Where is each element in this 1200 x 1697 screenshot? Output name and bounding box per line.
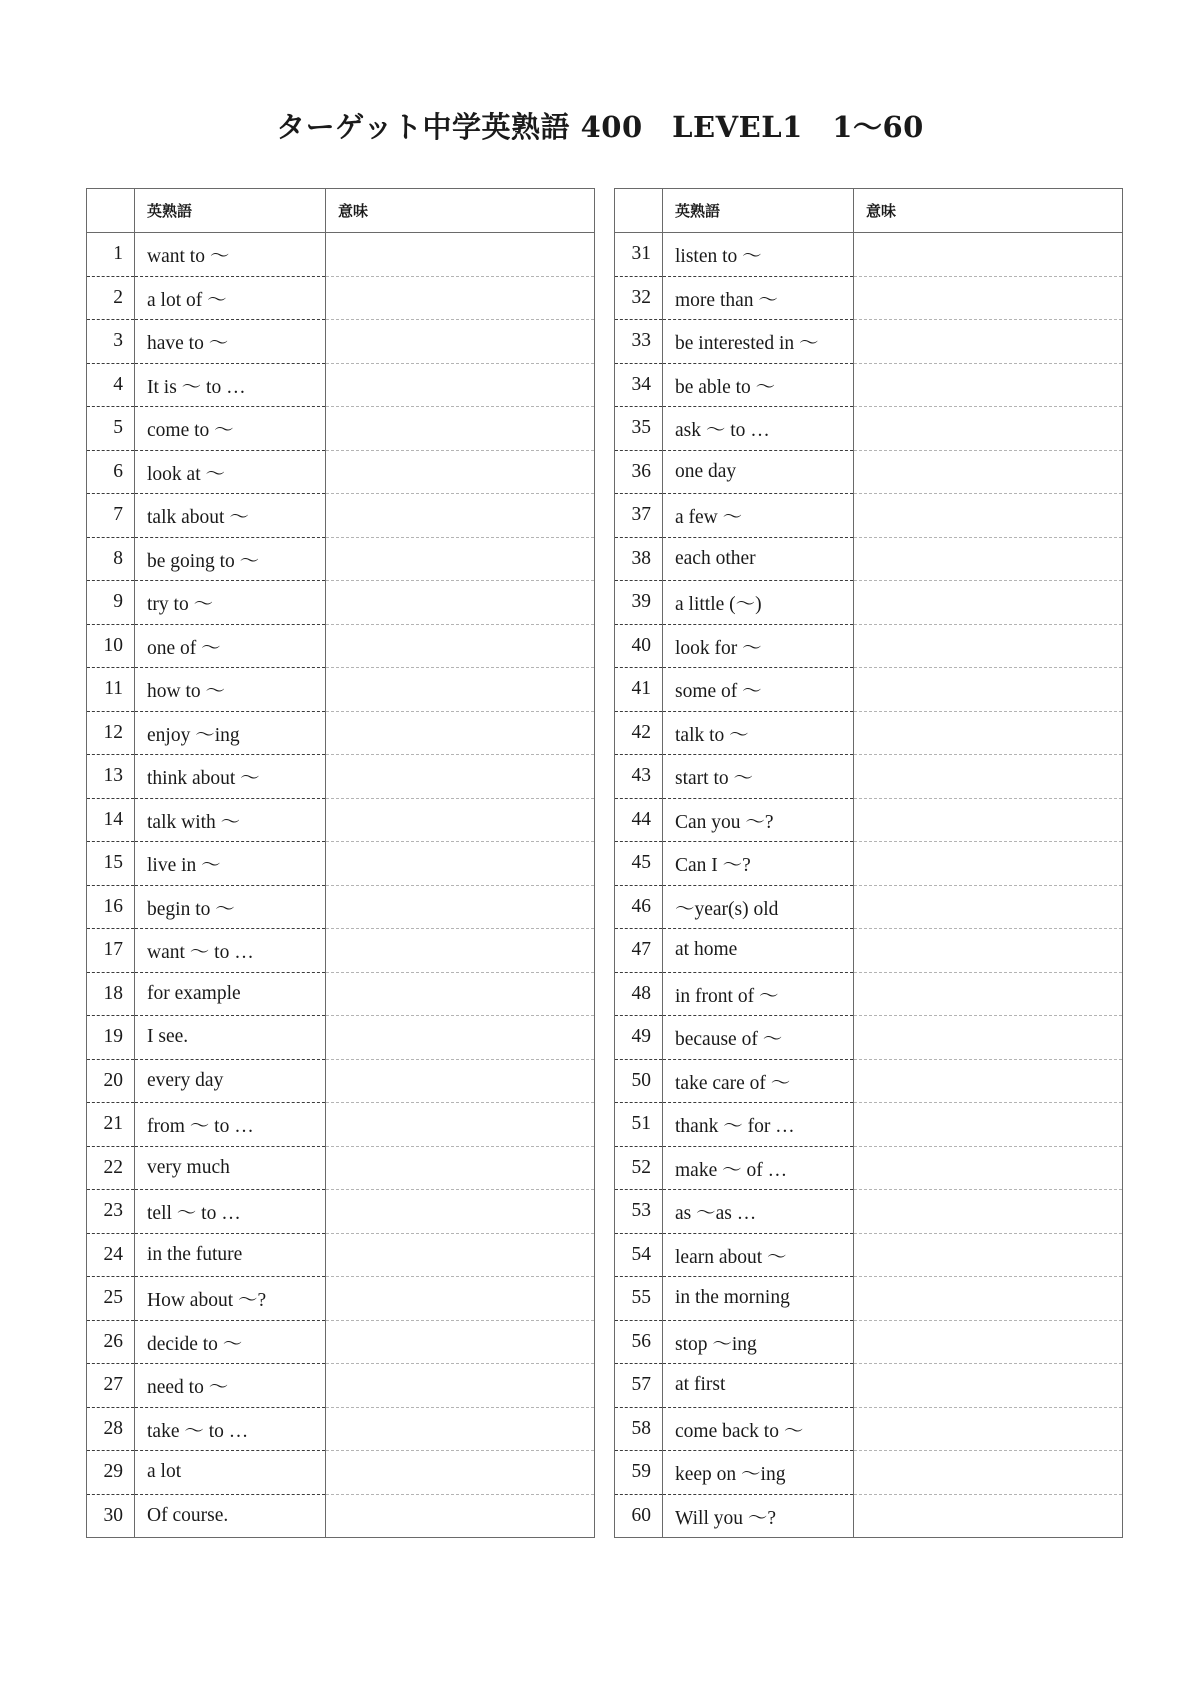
table-row bbox=[615, 668, 1123, 712]
phrase-cell: begin to ～ bbox=[135, 885, 326, 929]
table-row bbox=[87, 755, 595, 799]
table-row bbox=[615, 537, 1123, 581]
table-row bbox=[87, 668, 595, 712]
row-number: 14 bbox=[87, 798, 135, 842]
meaning-cell[interactable] bbox=[854, 276, 1123, 320]
row-number: 35 bbox=[615, 407, 663, 451]
meaning-cell[interactable] bbox=[326, 929, 595, 973]
phrase-cell: be interested in ～ bbox=[663, 320, 854, 364]
row-number: 24 bbox=[87, 1233, 135, 1277]
phrase-cell: come to ～ bbox=[135, 407, 326, 451]
meaning-cell[interactable] bbox=[326, 1190, 595, 1234]
phrase-cell: want to ～ bbox=[135, 233, 326, 277]
table-row bbox=[615, 276, 1123, 320]
phrase-cell: ask ～ to … bbox=[663, 407, 854, 451]
table-row bbox=[87, 1233, 595, 1277]
table-row bbox=[615, 494, 1123, 538]
meaning-cell[interactable] bbox=[326, 1059, 595, 1103]
row-number: 17 bbox=[87, 929, 135, 973]
meaning-cell[interactable] bbox=[854, 1016, 1123, 1060]
phrase-cell: listen to ～ bbox=[663, 233, 854, 277]
phrase-cell: one day bbox=[663, 450, 854, 494]
phrase-cell: How about ～? bbox=[135, 1277, 326, 1321]
phrase-cell: make ～ of … bbox=[663, 1146, 854, 1190]
table-row bbox=[615, 1407, 1123, 1451]
phrase-cell: tell ～ to … bbox=[135, 1190, 326, 1234]
meaning-cell[interactable] bbox=[854, 972, 1123, 1016]
meaning-cell[interactable] bbox=[326, 798, 595, 842]
meaning-cell[interactable] bbox=[326, 668, 595, 712]
row-number: 49 bbox=[615, 1016, 663, 1060]
phrase-cell: thank ～ for … bbox=[663, 1103, 854, 1147]
meaning-column-header: 意味 bbox=[854, 189, 1123, 233]
row-number: 21 bbox=[87, 1103, 135, 1147]
row-number: 16 bbox=[87, 885, 135, 929]
meaning-cell[interactable] bbox=[326, 1233, 595, 1277]
phrase-cell: some of ～ bbox=[663, 668, 854, 712]
meaning-cell[interactable] bbox=[854, 1451, 1123, 1495]
phrase-cell: learn about ～ bbox=[663, 1233, 854, 1277]
row-number: 36 bbox=[615, 450, 663, 494]
meaning-cell[interactable] bbox=[326, 581, 595, 625]
meaning-cell[interactable] bbox=[854, 494, 1123, 538]
row-number: 32 bbox=[615, 276, 663, 320]
row-number: 18 bbox=[87, 972, 135, 1016]
row-number: 31 bbox=[615, 233, 663, 277]
phrase-cell: in front of ～ bbox=[663, 972, 854, 1016]
vocab-table-left bbox=[86, 188, 595, 1538]
phrase-cell: ～year(s) old bbox=[663, 885, 854, 929]
table-row bbox=[87, 1146, 595, 1190]
meaning-cell[interactable] bbox=[326, 1320, 595, 1364]
row-number: 41 bbox=[615, 668, 663, 712]
meaning-cell[interactable] bbox=[326, 1146, 595, 1190]
meaning-cell[interactable] bbox=[854, 668, 1123, 712]
header-row bbox=[615, 189, 1123, 233]
table-row bbox=[615, 407, 1123, 451]
table-row bbox=[615, 320, 1123, 364]
phrase-cell: need to ～ bbox=[135, 1364, 326, 1408]
row-number: 19 bbox=[87, 1016, 135, 1060]
meaning-cell[interactable] bbox=[854, 233, 1123, 277]
meaning-cell[interactable] bbox=[854, 755, 1123, 799]
phrase-cell: It is ～ to … bbox=[135, 363, 326, 407]
row-number: 39 bbox=[615, 581, 663, 625]
table-row bbox=[615, 1494, 1123, 1538]
table-row bbox=[615, 929, 1123, 973]
phrase-cell: try to ～ bbox=[135, 581, 326, 625]
phrase-cell: be going to ～ bbox=[135, 537, 326, 581]
table-row bbox=[87, 1277, 595, 1321]
phrase-cell: look at ～ bbox=[135, 450, 326, 494]
meaning-cell[interactable] bbox=[326, 624, 595, 668]
phrase-cell: every day bbox=[135, 1059, 326, 1103]
meaning-cell[interactable] bbox=[326, 972, 595, 1016]
phrase-cell: take care of ～ bbox=[663, 1059, 854, 1103]
meaning-cell[interactable] bbox=[854, 1277, 1123, 1321]
table-row bbox=[615, 624, 1123, 668]
phrase-cell: have to ～ bbox=[135, 320, 326, 364]
meaning-cell[interactable] bbox=[854, 1494, 1123, 1538]
meaning-cell[interactable] bbox=[854, 885, 1123, 929]
table-row bbox=[615, 1451, 1123, 1495]
phrase-cell: Of course. bbox=[135, 1494, 326, 1538]
table-row bbox=[615, 842, 1123, 886]
meaning-cell[interactable] bbox=[854, 1146, 1123, 1190]
row-number: 51 bbox=[615, 1103, 663, 1147]
row-number: 2 bbox=[87, 276, 135, 320]
phrase-cell: for example bbox=[135, 972, 326, 1016]
row-number: 56 bbox=[615, 1320, 663, 1364]
phrase-cell: live in ～ bbox=[135, 842, 326, 886]
row-number: 13 bbox=[87, 755, 135, 799]
table-row bbox=[87, 1059, 595, 1103]
phrase-cell: a lot bbox=[135, 1451, 326, 1495]
table-row bbox=[615, 450, 1123, 494]
table-row bbox=[87, 1494, 595, 1538]
meaning-cell[interactable] bbox=[326, 1407, 595, 1451]
meaning-cell[interactable] bbox=[326, 1103, 595, 1147]
table-row bbox=[615, 798, 1123, 842]
phrase-cell: talk to ～ bbox=[663, 711, 854, 755]
phrase-cell: stop ～ing bbox=[663, 1320, 854, 1364]
phrase-cell: as ～as … bbox=[663, 1190, 854, 1234]
meaning-cell[interactable] bbox=[854, 1364, 1123, 1408]
meaning-cell[interactable] bbox=[326, 494, 595, 538]
row-number: 45 bbox=[615, 842, 663, 886]
meaning-cell[interactable] bbox=[326, 1277, 595, 1321]
row-number: 46 bbox=[615, 885, 663, 929]
meaning-cell[interactable] bbox=[854, 711, 1123, 755]
phrase-cell: I see. bbox=[135, 1016, 326, 1060]
phrase-cell: look for ～ bbox=[663, 624, 854, 668]
table-row bbox=[615, 1016, 1123, 1060]
table-row bbox=[615, 1059, 1123, 1103]
phrase-cell: at home bbox=[663, 929, 854, 973]
row-number: 43 bbox=[615, 755, 663, 799]
row-number: 12 bbox=[87, 711, 135, 755]
meaning-cell[interactable] bbox=[326, 407, 595, 451]
row-number: 28 bbox=[87, 1407, 135, 1451]
phrase-cell: Can I ～? bbox=[663, 842, 854, 886]
phrase-cell: from ～ to … bbox=[135, 1103, 326, 1147]
meaning-cell[interactable] bbox=[854, 1103, 1123, 1147]
table-row bbox=[615, 1233, 1123, 1277]
meaning-cell[interactable] bbox=[326, 1451, 595, 1495]
table-row bbox=[87, 363, 595, 407]
phrase-cell: decide to ～ bbox=[135, 1320, 326, 1364]
row-number: 59 bbox=[615, 1451, 663, 1495]
row-number: 50 bbox=[615, 1059, 663, 1103]
meaning-cell[interactable] bbox=[854, 842, 1123, 886]
row-number: 55 bbox=[615, 1277, 663, 1321]
meaning-cell[interactable] bbox=[854, 1233, 1123, 1277]
phrase-cell: a lot of ～ bbox=[135, 276, 326, 320]
row-number: 37 bbox=[615, 494, 663, 538]
meaning-cell[interactable] bbox=[854, 624, 1123, 668]
meaning-cell[interactable] bbox=[854, 407, 1123, 451]
table-row bbox=[87, 1320, 595, 1364]
row-number: 27 bbox=[87, 1364, 135, 1408]
row-number: 10 bbox=[87, 624, 135, 668]
row-number: 58 bbox=[615, 1407, 663, 1451]
table-row bbox=[87, 929, 595, 973]
row-number: 57 bbox=[615, 1364, 663, 1408]
phrase-cell: in the future bbox=[135, 1233, 326, 1277]
meaning-cell[interactable] bbox=[854, 450, 1123, 494]
table-row bbox=[615, 711, 1123, 755]
meaning-cell[interactable] bbox=[326, 1364, 595, 1408]
phrase-cell: come back to ～ bbox=[663, 1407, 854, 1451]
phrase-cell: each other bbox=[663, 537, 854, 581]
table-row bbox=[87, 494, 595, 538]
meaning-cell[interactable] bbox=[854, 320, 1123, 364]
number-column-header bbox=[87, 189, 135, 233]
row-number: 33 bbox=[615, 320, 663, 364]
table-row bbox=[615, 885, 1123, 929]
row-number: 48 bbox=[615, 972, 663, 1016]
table-row bbox=[87, 711, 595, 755]
table-row bbox=[87, 885, 595, 929]
vocab-table-right bbox=[614, 188, 1123, 1538]
phrase-cell: very much bbox=[135, 1146, 326, 1190]
table-row bbox=[615, 1364, 1123, 1408]
row-number: 15 bbox=[87, 842, 135, 886]
row-number: 42 bbox=[615, 711, 663, 755]
table-row bbox=[87, 1190, 595, 1234]
phrase-cell: more than ～ bbox=[663, 276, 854, 320]
table-row bbox=[87, 407, 595, 451]
row-number: 7 bbox=[87, 494, 135, 538]
row-number: 38 bbox=[615, 537, 663, 581]
meaning-cell[interactable] bbox=[326, 537, 595, 581]
table-row bbox=[615, 233, 1123, 277]
table-row bbox=[87, 972, 595, 1016]
table-row bbox=[87, 1103, 595, 1147]
row-number: 60 bbox=[615, 1494, 663, 1538]
row-number: 5 bbox=[87, 407, 135, 451]
row-number: 6 bbox=[87, 450, 135, 494]
meaning-column-header: 意味 bbox=[326, 189, 595, 233]
meaning-cell[interactable] bbox=[854, 1407, 1123, 1451]
table-row bbox=[87, 233, 595, 277]
table-row bbox=[615, 755, 1123, 799]
phrase-column-header: 英熟語 bbox=[663, 189, 854, 233]
meaning-cell[interactable] bbox=[326, 233, 595, 277]
table-row bbox=[87, 1016, 595, 1060]
row-number: 9 bbox=[87, 581, 135, 625]
row-number: 3 bbox=[87, 320, 135, 364]
phrase-cell: a little (～) bbox=[663, 581, 854, 625]
table-row bbox=[87, 1364, 595, 1408]
header-row bbox=[87, 189, 595, 233]
row-number: 4 bbox=[87, 363, 135, 407]
phrase-cell: how to ～ bbox=[135, 668, 326, 712]
table-row bbox=[87, 581, 595, 625]
phrase-cell: think about ～ bbox=[135, 755, 326, 799]
phrase-cell: start to ～ bbox=[663, 755, 854, 799]
meaning-cell[interactable] bbox=[854, 1059, 1123, 1103]
meaning-cell[interactable] bbox=[854, 1320, 1123, 1364]
table-row bbox=[615, 1320, 1123, 1364]
phrase-column-header: 英熟語 bbox=[135, 189, 326, 233]
number-column-header bbox=[615, 189, 663, 233]
meaning-cell[interactable] bbox=[854, 1190, 1123, 1234]
row-number: 1 bbox=[87, 233, 135, 277]
row-number: 23 bbox=[87, 1190, 135, 1234]
table-row bbox=[615, 581, 1123, 625]
row-number: 11 bbox=[87, 668, 135, 712]
meaning-cell[interactable] bbox=[326, 842, 595, 886]
meaning-cell[interactable] bbox=[326, 320, 595, 364]
meaning-cell[interactable] bbox=[854, 537, 1123, 581]
row-number: 47 bbox=[615, 929, 663, 973]
table-row bbox=[87, 450, 595, 494]
phrase-cell: at first bbox=[663, 1364, 854, 1408]
meaning-cell[interactable] bbox=[326, 450, 595, 494]
table-row bbox=[615, 1190, 1123, 1234]
phrase-cell: talk about ～ bbox=[135, 494, 326, 538]
row-number: 54 bbox=[615, 1233, 663, 1277]
row-number: 22 bbox=[87, 1146, 135, 1190]
row-number: 25 bbox=[87, 1277, 135, 1321]
phrase-cell: in the morning bbox=[663, 1277, 854, 1321]
table-row bbox=[87, 842, 595, 886]
meaning-cell[interactable] bbox=[326, 1494, 595, 1538]
meaning-cell[interactable] bbox=[326, 363, 595, 407]
row-number: 40 bbox=[615, 624, 663, 668]
phrase-cell: Will you ～? bbox=[663, 1494, 854, 1538]
table-row bbox=[87, 320, 595, 364]
table-row bbox=[87, 1407, 595, 1451]
phrase-cell: be able to ～ bbox=[663, 363, 854, 407]
meaning-cell[interactable] bbox=[326, 885, 595, 929]
table-row bbox=[615, 972, 1123, 1016]
table-row bbox=[615, 363, 1123, 407]
table-row bbox=[87, 537, 595, 581]
phrase-cell: talk with ～ bbox=[135, 798, 326, 842]
row-number: 44 bbox=[615, 798, 663, 842]
meaning-cell[interactable] bbox=[326, 1016, 595, 1060]
page-title: ターゲット中学英熟語 400 LEVEL1 1～60 bbox=[276, 110, 924, 144]
phrase-cell: Can you ～? bbox=[663, 798, 854, 842]
phrase-cell: a few ～ bbox=[663, 494, 854, 538]
row-number: 53 bbox=[615, 1190, 663, 1234]
phrase-cell: because of ～ bbox=[663, 1016, 854, 1060]
phrase-cell: take ～ to … bbox=[135, 1407, 326, 1451]
row-number: 30 bbox=[87, 1494, 135, 1538]
row-number: 20 bbox=[87, 1059, 135, 1103]
table-row bbox=[87, 1451, 595, 1495]
meaning-cell[interactable] bbox=[854, 581, 1123, 625]
table-row bbox=[615, 1146, 1123, 1190]
table-row bbox=[87, 624, 595, 668]
meaning-cell[interactable] bbox=[854, 929, 1123, 973]
table-row bbox=[87, 798, 595, 842]
table-row bbox=[615, 1277, 1123, 1321]
row-number: 29 bbox=[87, 1451, 135, 1495]
meaning-cell[interactable] bbox=[854, 798, 1123, 842]
row-number: 52 bbox=[615, 1146, 663, 1190]
meaning-cell[interactable] bbox=[326, 276, 595, 320]
table-row bbox=[615, 1103, 1123, 1147]
row-number: 8 bbox=[87, 537, 135, 581]
row-number: 34 bbox=[615, 363, 663, 407]
meaning-cell[interactable] bbox=[854, 363, 1123, 407]
meaning-cell[interactable] bbox=[326, 711, 595, 755]
meaning-cell[interactable] bbox=[326, 755, 595, 799]
phrase-cell: want ～ to … bbox=[135, 929, 326, 973]
row-number: 26 bbox=[87, 1320, 135, 1364]
phrase-cell: one of ～ bbox=[135, 624, 326, 668]
phrase-cell: enjoy ～ing bbox=[135, 711, 326, 755]
phrase-cell: keep on ～ing bbox=[663, 1451, 854, 1495]
table-row bbox=[87, 276, 595, 320]
